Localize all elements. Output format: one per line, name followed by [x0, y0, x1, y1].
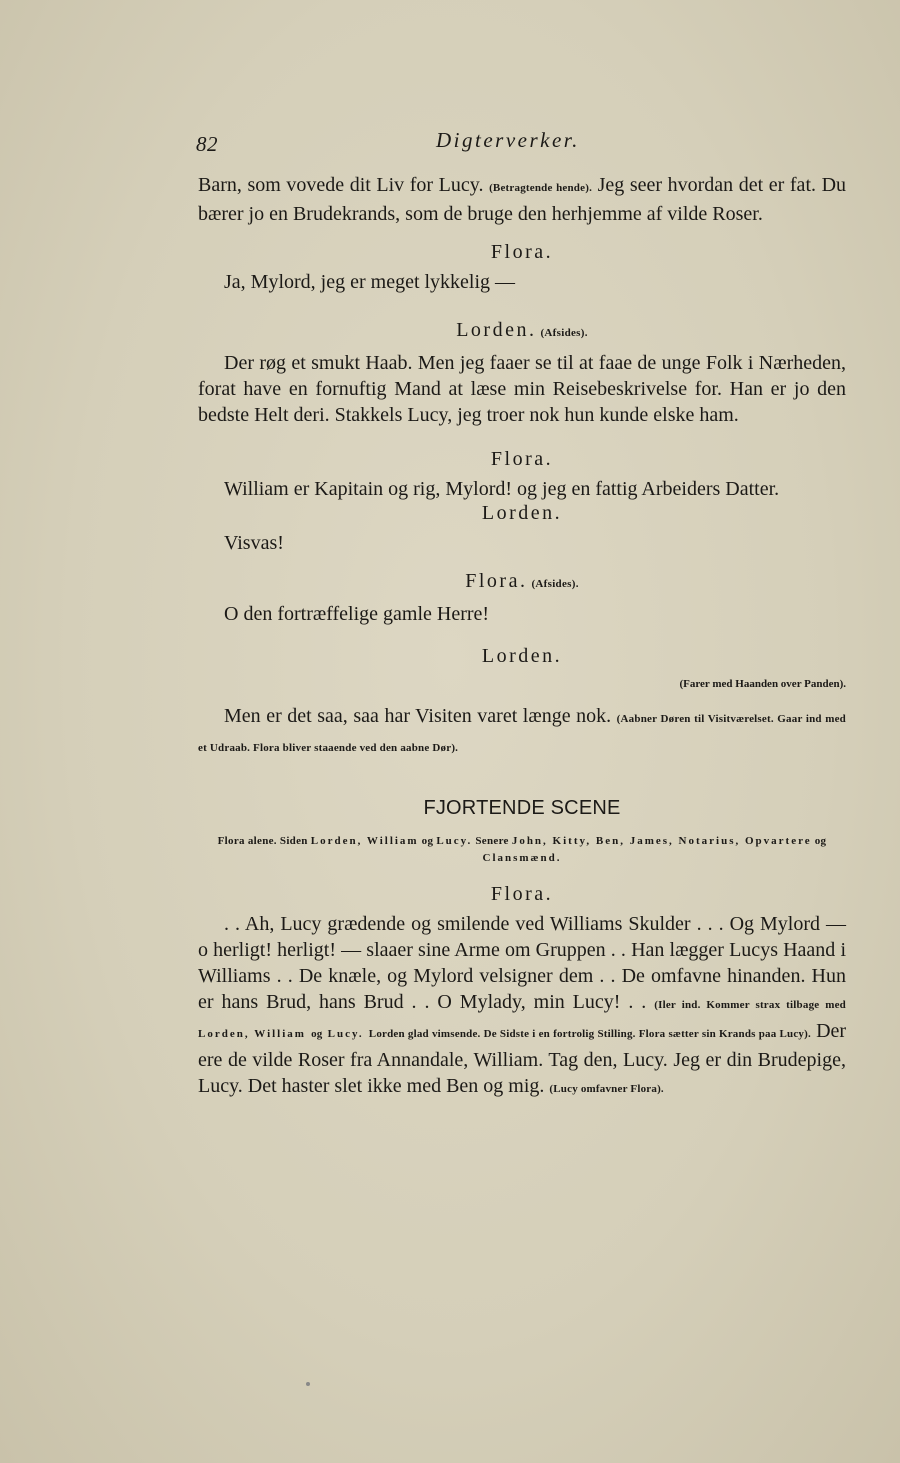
stage-direction: (Betragtende hende). — [489, 182, 593, 194]
stage-direction: (Iler ind. Kommer strax tilbage med — [654, 999, 846, 1011]
speaker-name: Lorden. — [481, 502, 563, 524]
speaker-name: Flora. (Afsides). — [465, 570, 579, 592]
dialogue-text: Barn, som vovede dit Liv for Lucy. — [198, 174, 484, 196]
paragraph: . . Ah, Lucy grædende og smilende ved Williams Skulder . . . Og Mylord — o herligt! herligt! — slaaer sine Arme om Gruppen . . Han lægger Lucys Haand i Williams . . De knæle, og Mylord velsigner dem . . De omfavne hinanden. Hun er hans Brud, hans Brud . . O Mylady, min Lucy! . . (Iler ind. Kommer strax tilbage med Lorden, William og Lucy. Lorden glad vimsende. De Sidste i en fortrolig Stilling. Flora sætter sin Krands paa Lucy). Der ere de vilde Roser fra Annandale, William. Tag den, Lucy. Jeg er din Brudepige, Lucy. Det haster slet ikke med Ben og mig. (Lucy omfavner Flora). — [198, 913, 847, 1097]
speaker-name: Flora. — [490, 448, 554, 470]
speaker-name: Flora. — [490, 241, 554, 263]
dialogue-text: Men er det saa, saa har Visiten varet længe nok. — [224, 705, 612, 727]
running-title: Digterverker. — [436, 128, 580, 152]
paragraph — [198, 703, 846, 761]
speaker-name: Lorden. — [481, 645, 563, 667]
dialogue-text: Visvas! — [224, 532, 284, 554]
page-text — [198, 172, 846, 1102]
dialogue-text: Ja, Mylord, jeg er meget lykkelig — — [224, 271, 516, 293]
stage-direction: (Farer med Haanden over Panden). — [679, 678, 846, 690]
page-number: 82 — [196, 132, 218, 156]
scene-title: FJORTENDE SCENE — [423, 797, 621, 819]
speaker-name: Flora. — [490, 883, 554, 905]
dialogue-text: William er Kapitain og rig, Mylord! og jeg en fattig Arbeiders Datter. — [224, 478, 780, 500]
cast-list: Flora alene. Siden Lorden, William og Lucy. Senere John, Kitty, Ben, James, Notarius, Opvartere og Clansmænd. — [217, 835, 827, 864]
dialogue-text: . . Ah, Lucy grædende og smilende ved Williams Skulder . . . Og Mylord — o herligt! herligt! — slaaer sine Arme om Gruppen . . Han lægger Lucys Haand i Williams . . De knæle, og Mylord velsigner dem . . De omfavne hinanden. Hun er hans Brud, hans Brud . . O Mylady, min Lucy! . . — [198, 913, 846, 1013]
stage-direction: Lorden glad vimsende. De Sidste i en fortrolig Stilling. Flora sætter sin Krands paa Lucy). — [368, 1028, 811, 1040]
speaker-name: Lorden. (Afsides). — [456, 319, 588, 341]
dialogue-text: O den fortræffelige gamle Herre! — [224, 603, 490, 625]
dialogue-text: Der røg et smukt Haab. Men jeg faaer se til at faae de unge Folk i Nærheden, forat have en fornuftig Mand at læse min Reisebeskrivelse for. Han er jo den bedste Helt deri. Stakkels Lucy, jeg troer nok hun kunde elske ham. — [198, 352, 846, 426]
paper-speck — [306, 1382, 310, 1386]
paragraph — [198, 172, 846, 227]
stage-direction: (Aabner Døren til Visitværelset. Gaar ind med et Udraab. Flora bliver staaende ved den aabne Dør). — [198, 713, 846, 754]
stage-direction: (Lucy omfavner Flora). — [549, 1083, 664, 1095]
dialogue-text: Jeg seer hvordan det er fat. Du bærer jo en Brudekrands, som de bruge den herhjemme af vilde Roser. — [198, 174, 847, 225]
page-header — [196, 124, 856, 160]
dialogue-text: Der ere de vilde Roser fra Annandale, William. Tag den, Lucy. Jeg er din Brudepige, Lucy. Det haster slet ikke med Ben og mig. — [198, 1020, 847, 1097]
stage-direction: (Afsides). — [540, 327, 588, 339]
stage-direction: (Afsides). — [531, 578, 579, 590]
